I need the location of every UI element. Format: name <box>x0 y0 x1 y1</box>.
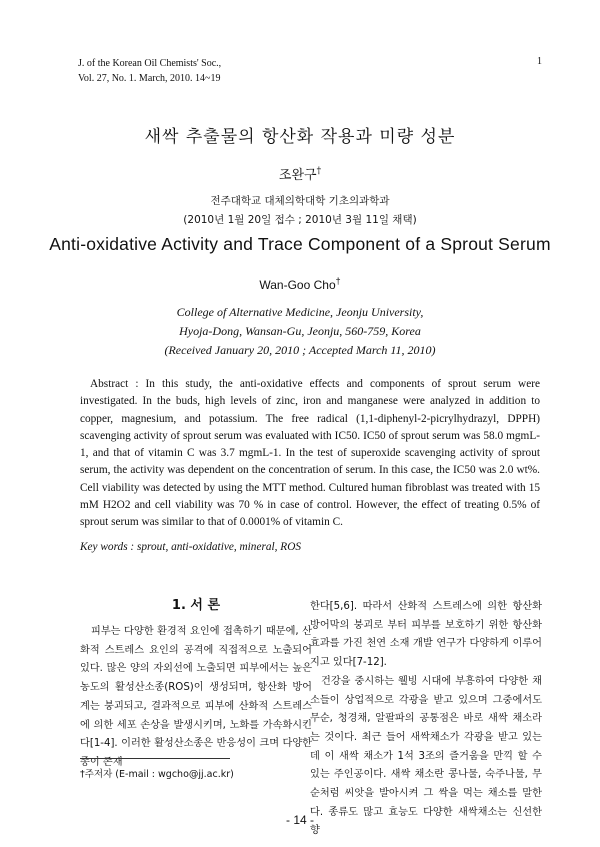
title-korean: 새싹 추출물의 항산화 작용과 미량 성분 <box>144 127 456 147</box>
corner-page-number: 1 <box>537 56 542 67</box>
affiliation-korean-line: 전주대학교 대체의학대학 기초의과학과 <box>210 195 390 207</box>
keywords <box>80 541 301 553</box>
author-korean-name: 조완구 <box>278 168 317 183</box>
section-heading-introduction: 1. 서 론 <box>171 598 221 613</box>
abstract-label: Abstract : <box>90 378 139 390</box>
abstract <box>80 376 540 532</box>
keywords-label: Key words : <box>80 541 135 553</box>
journal-line-1: J. of the Korean Oil Chemists' Soc., <box>78 58 222 69</box>
keywords-text: sprout, anti-oxidative, mineral, ROS <box>137 541 302 553</box>
affiliation-english-line1: College of Alternative Medicine, Jeonju University, <box>176 305 424 319</box>
footnote-corresponding-author: †주저자 (E-mail : wgcho@jj.ac.kr) <box>80 769 234 780</box>
footnote-rule <box>80 758 230 759</box>
journal-citation <box>78 56 221 86</box>
affiliation-korean <box>0 192 600 230</box>
right-column <box>310 598 542 841</box>
dates-korean: (2010년 1월 20일 접수 ; 2010년 3월 11일 채택) <box>183 214 417 226</box>
affiliation-english-line2: Hyoja-Dong, Wansan-Gu, Jeonju, 560-759, Korea <box>179 324 421 338</box>
page-footer-number: - 14 - <box>285 813 314 827</box>
intro-paragraph-1: 피부는 다양한 환경적 요인에 접촉하기 때문에, 산화적 스트레스 요인의 공격에 직접적으로 노출되어 있다. 많은 양의 자외선에 노출되면 피부에서는 높은 농도의 활성산소종(ROS)이 생성되며, 항산화 방어계는 붕괴되고, 결과적으로 피부에 산화적 스트레스에 의한 세포 손상을 발생시키며, 노화를 가속화시킨다[1-4]. 이러한 활성산소종은 반응성이 크며 다양한 종이 존재 <box>80 626 312 768</box>
received-dates-english: (Received January 20, 2010 ; Accepted March 11, 2010) <box>164 343 436 357</box>
abstract-text: In this study, the anti-oxidative effects and components of sprout serum were investigated. In the buds, high levels of zinc, iron and manganese were analyzed in addition to copper, magnesium, and potassium. The free radical (1,1-diphenyl-2-picrylhydrazyl, DPPH) scavenging activity of sprout serum was evaluated with IC50. IC50 of sprout serum was 58.0 mgmL-1, and that of vitamin C was 3.7 mgmL-1. In the test of superoxide scavenging activity of sprout serum, the activity was dependent on the concentration of serum. In this case, the IC50 was 2.0 wt%. Cell viability was detected by using the MTT method. Cultured human fibroblast was treated with 15 mM H2O2 and cell viability was 70 % in case of control. However, the effect of treating 0.5% of sprout serum was similar to that of 0.0001% of vitamin C. <box>80 378 541 529</box>
author-english <box>0 276 600 292</box>
author-dagger-ko: † <box>316 166 322 177</box>
left-column <box>80 623 312 773</box>
author-dagger-en: † <box>335 276 341 286</box>
author-korean <box>0 164 600 183</box>
author-english-name: Wan-Goo Cho <box>259 278 336 292</box>
title-english: Anti-oxidative Activity and Trace Component of a Sprout Serum <box>49 234 551 254</box>
journal-line-2: Vol. 27, No. 1. March, 2010. 14~19 <box>78 73 221 84</box>
affiliation-english <box>0 303 600 360</box>
intro-paragraph-2: 건강을 중시하는 웰빙 시대에 부흥하여 다양한 채소들이 상업적으로 각광을 받고 있으며 그중에서도 무순, 청경채, 알팔파의 공통점은 바로 새싹 채소라는 것이다. 최근 들어 새싹채소가 각광을 받고 있는데 이 새싹 채소가 1석 3조의 즐거움을 만끽 할 수 있는 주인공이다. 새싹 채소란 콩나물, 숙주나물, 무순처럼 씨앗을 발아시켜 그 싹을 먹는 채소를 말한다. 종류도 많고 효능도 다양한 새싹채소는 신선한 향 <box>310 675 542 837</box>
intro-paragraph-1-cont: 한다[5,6]. 따라서 산화적 스트레스에 의한 항산화 방어막의 붕괴로 부터 피부를 보호하기 위한 항산화 효과를 가진 천연 소재 개발 연구가 다양하게 이루어지고 있다[7-12]. <box>310 601 542 669</box>
